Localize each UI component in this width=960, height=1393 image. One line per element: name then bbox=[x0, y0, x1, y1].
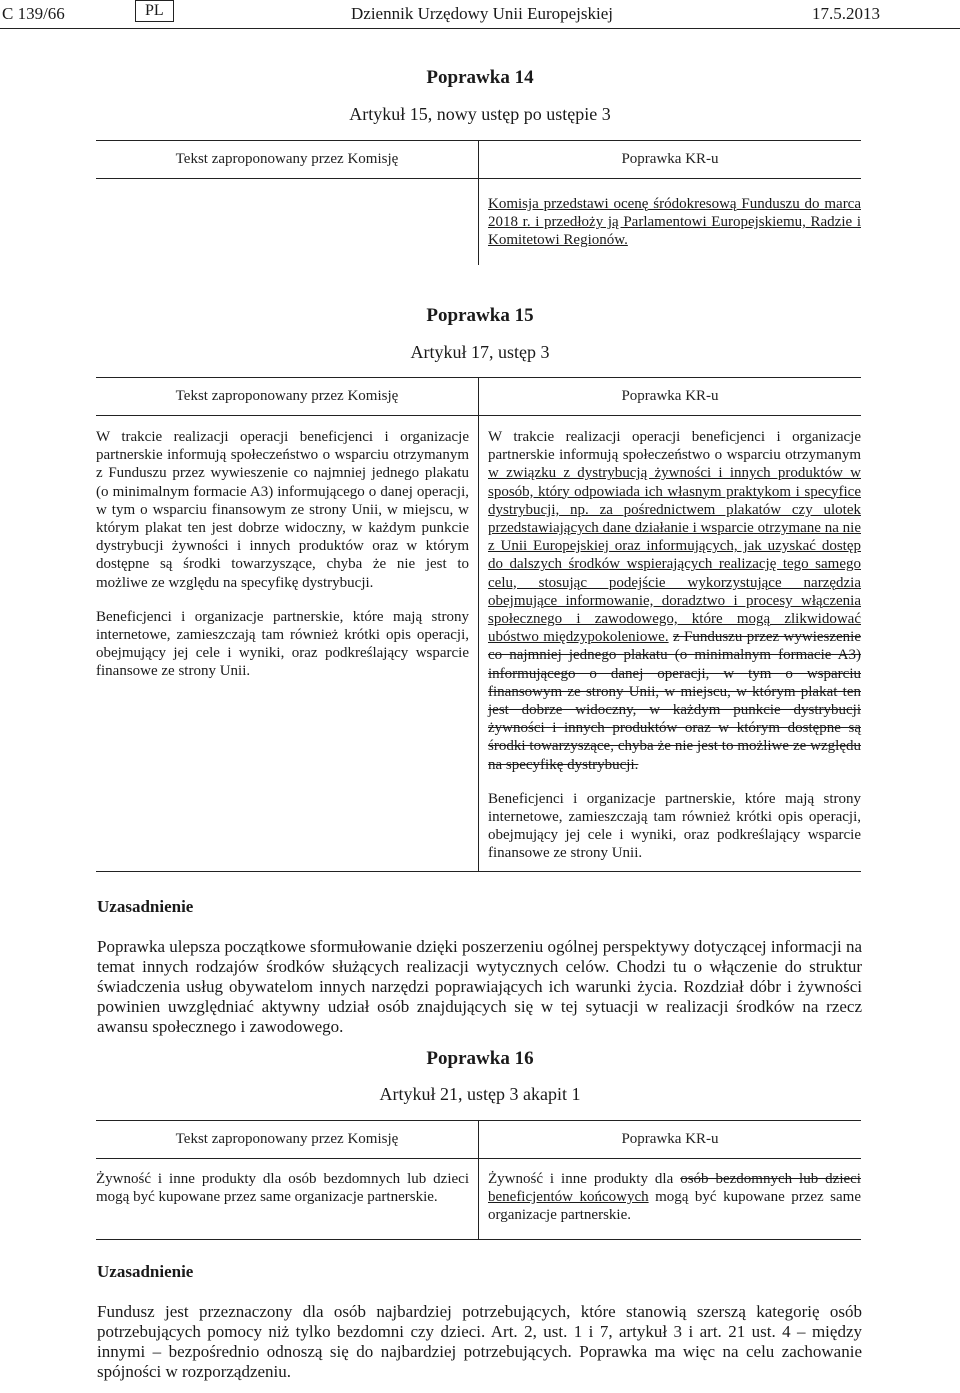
added-text: beneficjentów końcowych bbox=[488, 1189, 649, 1206]
amendment-16-table bbox=[96, 1120, 861, 1240]
amendment-14-article: Artykuł 15, nowy ustęp po ustępie 3 bbox=[349, 104, 611, 124]
unchanged-text: mogą być kupowane przez same organizacje partnerskie. bbox=[488, 1189, 862, 1224]
table-bottom-rule bbox=[96, 871, 861, 872]
publication-date: 17.5.2013 bbox=[812, 4, 880, 23]
journal-title: Dziennik Urzędowy Unii Europejskiej bbox=[351, 4, 614, 23]
table-bottom-rule bbox=[96, 1239, 861, 1240]
column-divider bbox=[478, 377, 479, 872]
column-header-cor: Poprawka KR-u bbox=[621, 1131, 719, 1147]
unchanged-text: W trakcie realizacji operacji beneficjenci i organizacje partnerskie informują społeczeństwo o wsparciu otrzymanym bbox=[488, 429, 861, 464]
added-text: Komisja przedstawi ocenę śródokresową Funduszu do marca 2018 r. i przedłoży ją Parlamentowi Europejskiemu, Radzie i Komitetowi Regionów. bbox=[488, 196, 861, 249]
page-reference: C 139/66 bbox=[2, 4, 65, 23]
language-badge: PL bbox=[135, 0, 174, 22]
justification-title: Uzasadnienie bbox=[97, 897, 194, 916]
justification-title: Uzasadnienie bbox=[97, 1262, 194, 1281]
header-rule bbox=[0, 28, 960, 29]
column-header-commission: Tekst zaproponowany przez Komisję bbox=[175, 1131, 399, 1147]
amendment-15-cor-text bbox=[488, 428, 861, 879]
added-text: w związku z dystrybucją żywności i innych produktów w sposób, który odpowiada ich własnym praktykom i specyfice dystrybucji, np. za pośrednictwem plakatów czy ulotek przedstawiających dane działanie i wsparcie otrzymane na nie z Unii Europejskiej oraz informujących, jak uzyskać dostęp do dalszych środków wspierających realizację tego samego celu, stosując podejście wykorzystujące narzędzia obejmujące informowanie, doradztwo i procesy włączenia społecznego i zawodowego, które mogą zlikwidować ubóstwo międzypokoleniowe. bbox=[488, 465, 861, 646]
justification-text: Fundusz jest przeznaczony dla osób najbardziej potrzebujących, które stanowią szerszą kategorię osób potrzebujących pomocy niż tylko bezdomni czy dzieci. Art. 2, ust. 1 i 7, artykuł 3 i art. 21 ust. 4 – między innymi – bezpośrednio odnoszą się do najbardziej potrzebujących. Poprawka ma więc na celu zachowanie spójności w rozporządzeniu. bbox=[97, 1302, 862, 1381]
amendment-14-cor-text bbox=[488, 195, 861, 250]
page-header bbox=[0, 0, 960, 30]
amendment-15-commission-text bbox=[96, 428, 469, 697]
column-header-commission: Tekst zaproponowany przez Komisję bbox=[175, 388, 399, 404]
unchanged-text: Żywność i inne produkty dla bbox=[488, 1171, 681, 1187]
amendment-14-table bbox=[96, 140, 861, 265]
amendment-15-article: Artykuł 17, ustęp 3 bbox=[410, 342, 550, 362]
paragraph: W trakcie realizacji operacji beneficjenci i organizacje partnerskie informują społeczeństwo o wsparciu otrzymanym z Funduszu przez wywieszenie co najmniej jednego plakatu (o minimalnym formacie A3) informującego o danej operacji, w tym o wsparciu finansowym ze strony Unii, w miejscu, w którym plakat ten jest dobrze widoczny, w każdym punkcie dystrybucji żywności i innych produktów oraz w którym dostępne są środki towarzyszące, chyba że nie jest to możliwe ze względu na specyfikę dystrybucji. bbox=[96, 429, 469, 591]
amendment-16-title: Poprawka 16 bbox=[426, 1048, 534, 1069]
amendment-14-title: Poprawka 14 bbox=[426, 67, 534, 88]
justification-16 bbox=[97, 1262, 862, 1382]
justification-15 bbox=[97, 897, 862, 1037]
amendment-16-commission-text: Żywność i inne produkty dla osób bezdomnych lub dzieci mogą być kupowane przez same organizacje partnerskie. bbox=[96, 1171, 469, 1206]
deleted-text: osób bezdomnych lub dzieci bbox=[680, 1171, 861, 1187]
paragraph: Beneficjenci i organizacje partnerskie, które mają strony internetowe, zamieszczają tam również krótki opis operacji, obejmujący jej cele i wyniki, oraz podkreślający wsparcie finansowe ze strony Unii. bbox=[488, 790, 861, 862]
column-header-cor: Poprawka KR-u bbox=[621, 151, 719, 167]
amendment-16-cor-text bbox=[488, 1170, 861, 1225]
paragraph: Beneficjenci i organizacje partnerskie, które mają strony internetowe, zamieszczają tam również krótki opis operacji, obejmujący jej cele i wyniki, oraz podkreślający wsparcie finansowe ze strony Unii. bbox=[96, 608, 469, 680]
column-header-cor: Poprawka KR-u bbox=[621, 388, 719, 404]
justification-text: Poprawka ulepsza początkowe sformułowanie dzięki poszerzeniu ogólnej perspektywy dotyczącej informacji na temat innych rodzajów środków służących realizacji wytycznych celów. Chodzi tu o włączenie do struktur świadczenia usług obywatelom innych narzędzi poprawiających ich warunki życia. Rozdział dóbr i żywności powinien uwzględniać aktywny udział osób znajdujących się w tej sytuacji w realizacji środków na rzecz awansu społecznego i zawodowego. bbox=[97, 937, 862, 1036]
amendment-15-title: Poprawka 15 bbox=[426, 305, 534, 326]
amendment-16-article: Artykuł 21, ustęp 3 akapit 1 bbox=[379, 1084, 581, 1104]
paragraph bbox=[488, 428, 861, 774]
amendment-15-table bbox=[96, 377, 861, 872]
column-divider bbox=[478, 140, 479, 265]
column-divider bbox=[478, 1120, 479, 1240]
column-header-commission: Tekst zaproponowany przez Komisję bbox=[175, 151, 399, 167]
deleted-text: z Funduszu przez wywieszenie co najmniej jednego plakatu (o minimalnym formacie A3) informującego o danej operacji, w tym o wsparciu finansowym ze strony Unii, w miejscu, w którym plakat ten jest dobrze widoczny, w każdym punkcie dystrybucji żywności i innych produktów oraz w którym dostępne są środki towarzyszące, chyba że nie jest to możliwe ze względu na specyfikę dystrybucji. bbox=[488, 629, 861, 773]
